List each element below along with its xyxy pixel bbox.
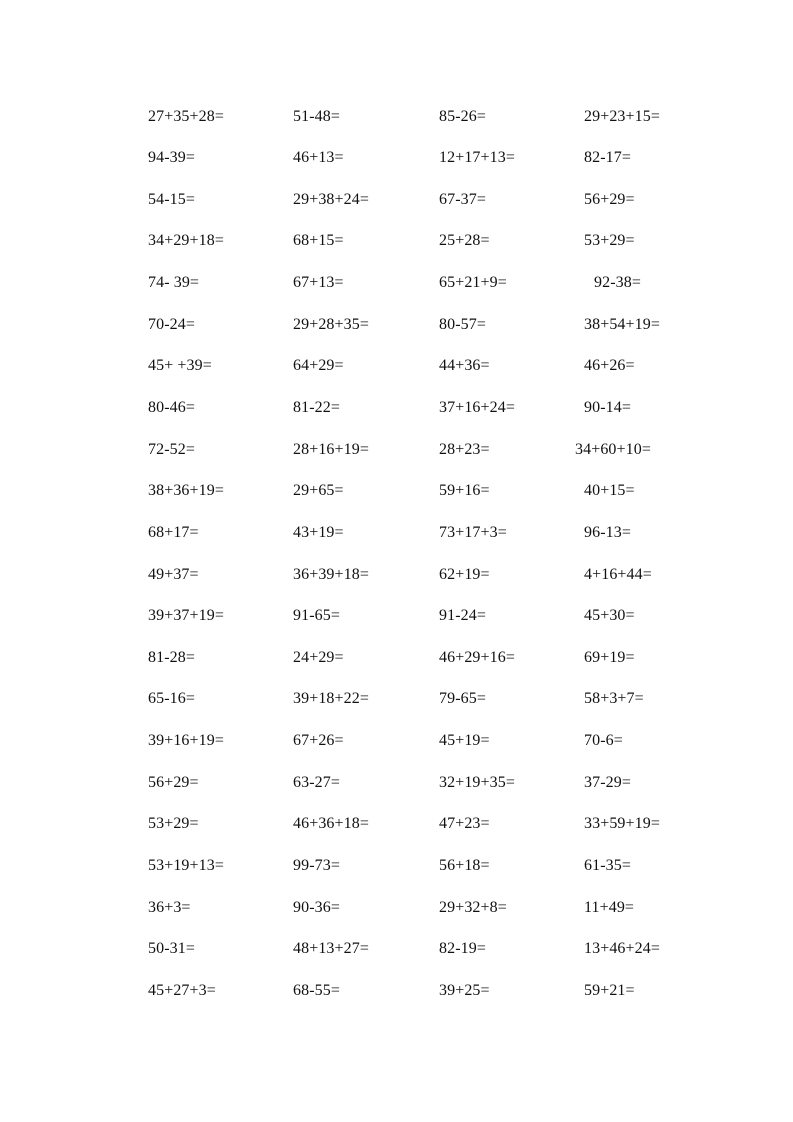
problem-r7-c3: 44+36= xyxy=(439,357,490,374)
problem-r17-c3: 32+19+35= xyxy=(439,774,515,791)
problem-r8-c1: 80-46= xyxy=(148,399,195,416)
problem-r22-c3: 39+25= xyxy=(439,982,490,999)
problem-r20-c2: 90-36= xyxy=(293,899,340,916)
problem-r14-c3: 46+29+16= xyxy=(439,649,515,666)
problem-r15-c1: 65-16= xyxy=(148,690,195,707)
problem-r12-c3: 62+19= xyxy=(439,566,490,583)
problem-r6-c1: 70-24= xyxy=(148,316,195,333)
problem-r3-c1: 54-15= xyxy=(148,191,195,208)
problem-r10-c1: 38+36+19= xyxy=(148,482,224,499)
problem-r9-c4: 34+60+10= xyxy=(575,441,651,458)
problem-r22-c2: 68-55= xyxy=(293,982,340,999)
problem-r4-c4: 53+29= xyxy=(584,232,635,249)
problem-r15-c2: 39+18+22= xyxy=(293,690,369,707)
problem-r3-c2: 29+38+24= xyxy=(293,191,369,208)
problem-r19-c3: 56+18= xyxy=(439,857,490,874)
problem-r2-c2: 46+13= xyxy=(293,149,344,166)
problem-r18-c3: 47+23= xyxy=(439,815,490,832)
problem-r10-c2: 29+65= xyxy=(293,482,344,499)
problem-r4-c3: 25+28= xyxy=(439,232,490,249)
problem-r17-c4: 37-29= xyxy=(584,774,631,791)
problem-r5-c3: 65+21+9= xyxy=(439,274,507,291)
problem-r18-c4: 33+59+19= xyxy=(584,815,660,832)
problem-r18-c2: 46+36+18= xyxy=(293,815,369,832)
problem-r16-c1: 39+16+19= xyxy=(148,732,224,749)
problem-r13-c4: 45+30= xyxy=(584,607,635,624)
problem-r19-c4: 61-35= xyxy=(584,857,631,874)
problem-r13-c1: 39+37+19= xyxy=(148,607,224,624)
problem-r22-c1: 45+27+3= xyxy=(148,982,216,999)
problem-r8-c3: 37+16+24= xyxy=(439,399,515,416)
problem-r16-c3: 45+19= xyxy=(439,732,490,749)
problem-r19-c1: 53+19+13= xyxy=(148,857,224,874)
problem-r15-c3: 79-65= xyxy=(439,690,486,707)
problem-r21-c2: 48+13+27= xyxy=(293,940,369,957)
problem-r5-c4: 92-38= xyxy=(594,274,641,291)
problem-r14-c4: 69+19= xyxy=(584,649,635,666)
problem-r13-c3: 91-24= xyxy=(439,607,486,624)
problem-r1-c3: 85-26= xyxy=(439,108,486,125)
problem-r3-c4: 56+29= xyxy=(584,191,635,208)
problem-r12-c2: 36+39+18= xyxy=(293,566,369,583)
problem-r21-c3: 82-19= xyxy=(439,940,486,957)
problem-r14-c1: 81-28= xyxy=(148,649,195,666)
problem-r8-c2: 81-22= xyxy=(293,399,340,416)
problem-r12-c1: 49+37= xyxy=(148,566,199,583)
problem-r16-c4: 70-6= xyxy=(584,732,623,749)
problem-r8-c4: 90-14= xyxy=(584,399,631,416)
problem-r21-c1: 50-31= xyxy=(148,940,195,957)
problem-r1-c2: 51-48= xyxy=(293,108,340,125)
problem-r13-c2: 91-65= xyxy=(293,607,340,624)
problem-r6-c2: 29+28+35= xyxy=(293,316,369,333)
problem-r6-c3: 80-57= xyxy=(439,316,486,333)
problem-r9-c1: 72-52= xyxy=(148,441,195,458)
problem-r9-c2: 28+16+19= xyxy=(293,441,369,458)
problem-r5-c2: 67+13= xyxy=(293,274,344,291)
problem-r18-c1: 53+29= xyxy=(148,815,199,832)
problem-r17-c1: 56+29= xyxy=(148,774,199,791)
problem-r10-c3: 59+16= xyxy=(439,482,490,499)
problem-r2-c3: 12+17+13= xyxy=(439,149,515,166)
problem-r1-c4: 29+23+15= xyxy=(584,108,660,125)
problem-r11-c3: 73+17+3= xyxy=(439,524,507,541)
problem-r2-c4: 82-17= xyxy=(584,149,631,166)
problem-r7-c1: 45+ +39= xyxy=(148,357,212,374)
problem-r4-c1: 34+29+18= xyxy=(148,232,224,249)
problem-r9-c3: 28+23= xyxy=(439,441,490,458)
problem-r7-c2: 64+29= xyxy=(293,357,344,374)
problem-r20-c3: 29+32+8= xyxy=(439,899,507,916)
problem-r16-c2: 67+26= xyxy=(293,732,344,749)
problem-r15-c4: 58+3+7= xyxy=(584,690,644,707)
problem-r1-c1: 27+35+28= xyxy=(148,108,224,125)
problem-r3-c3: 67-37= xyxy=(439,191,486,208)
problem-r19-c2: 99-73= xyxy=(293,857,340,874)
problem-r20-c4: 11+49= xyxy=(584,899,635,916)
problem-r12-c4: 4+16+44= xyxy=(584,566,652,583)
problem-r20-c1: 36+3= xyxy=(148,899,191,916)
problem-r21-c4: 13+46+24= xyxy=(584,940,660,957)
problem-r6-c4: 38+54+19= xyxy=(584,316,660,333)
problem-r4-c2: 68+15= xyxy=(293,232,344,249)
problem-r5-c1: 74- 39= xyxy=(148,274,200,291)
problem-r10-c4: 40+15= xyxy=(584,482,635,499)
problem-r22-c4: 59+21= xyxy=(584,982,635,999)
problem-r14-c2: 24+29= xyxy=(293,649,344,666)
problem-r2-c1: 94-39= xyxy=(148,149,195,166)
problem-r11-c4: 96-13= xyxy=(584,524,631,541)
problem-r11-c1: 68+17= xyxy=(148,524,199,541)
problem-r17-c2: 63-27= xyxy=(293,774,340,791)
problem-r11-c2: 43+19= xyxy=(293,524,344,541)
problem-r7-c4: 46+26= xyxy=(584,357,635,374)
